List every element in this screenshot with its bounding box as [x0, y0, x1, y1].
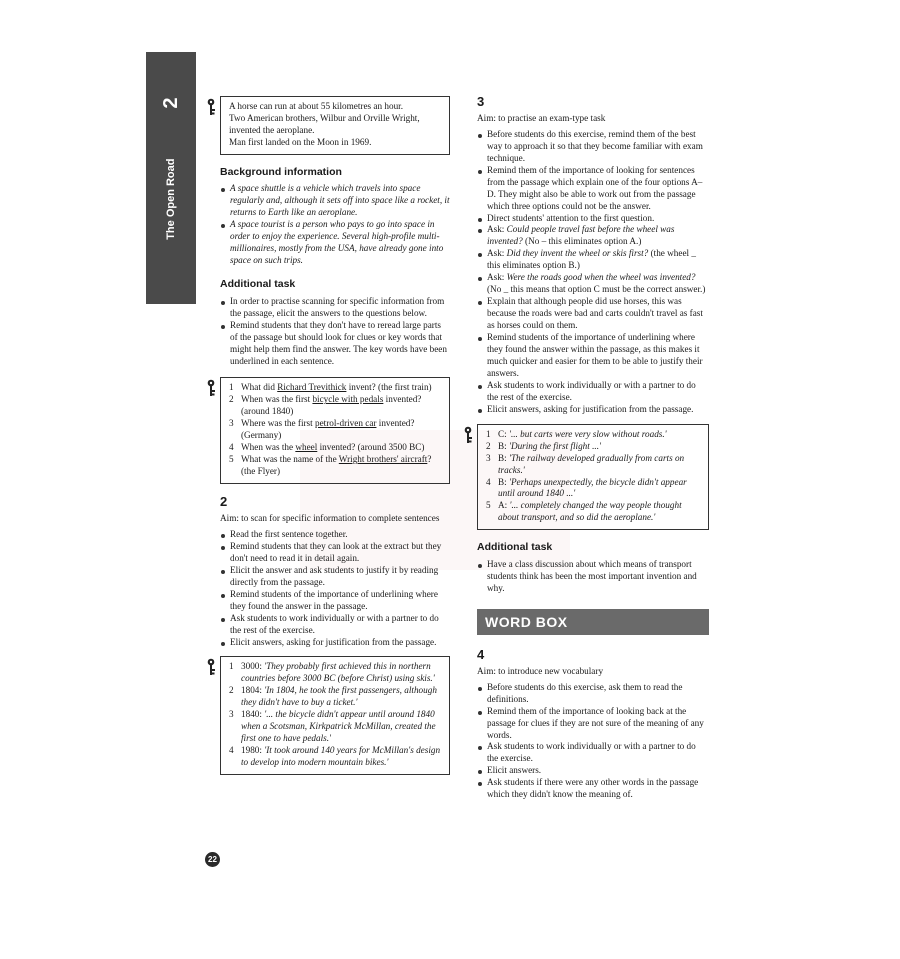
exercise-4-list	[477, 682, 709, 802]
item-number: 4	[229, 745, 234, 756]
unit-tab	[146, 52, 196, 304]
list-item: Ask students if there were any other words in the passage which they didn't know the meaning of.	[477, 777, 709, 801]
text-segment: Where was the first	[241, 418, 315, 429]
item-number: 2	[486, 440, 491, 451]
answer-item	[486, 477, 702, 501]
text-segment: Ask:	[487, 248, 507, 259]
list-item: Remind students of the importance of underlining where they found the answer within the passage, as this makes it much quicker and easier for them to be able to justify their answers.	[477, 332, 709, 380]
list-item: A space shuttle is a vehicle which travels into space regularly and, although it sets off into space like a rocket, it returns to Earth like an aeroplane.	[220, 183, 450, 219]
quote: '... but carts were very slow without roads.'	[508, 428, 667, 439]
unit-number: 2	[160, 97, 182, 109]
item-number: 5	[229, 454, 234, 465]
quote: 'During the first flight ...'	[508, 440, 601, 451]
exercise-3-list	[477, 129, 709, 416]
quote: 'In 1804, he took the first passengers, although they didn't have to buy a ticket.'	[241, 685, 437, 708]
quote: 'The railway developed gradually from carts on tracks.'	[498, 452, 685, 475]
key-icon	[463, 426, 473, 444]
list-item: Before students do this exercise, ask them to read the definitions.	[477, 682, 709, 706]
exercise-3-answer-box	[477, 424, 709, 531]
right-column	[477, 94, 709, 801]
exercise-4-aim: Aim: to introduce new vocabulary	[477, 665, 604, 676]
text-segment: (No – this eliminates option A.)	[522, 236, 642, 247]
fact-line: A horse can run at about 55 kilometres an hour.	[229, 101, 404, 111]
answer-item	[486, 429, 702, 441]
questions-answer-box	[220, 377, 450, 484]
list-item: Ask students to work individually or with a partner to do the rest of the exercise.	[477, 380, 709, 404]
question-item	[229, 382, 443, 394]
question-item	[229, 394, 443, 418]
text-segment: B:	[498, 440, 509, 451]
list-item: Elicit answers, asking for justification from the passage.	[477, 404, 709, 416]
exercise-3-number: 3	[477, 94, 485, 109]
question-text: Could people travel fast before the wheel was invented?	[487, 224, 675, 247]
exercise-3-aim: Aim: to practise an exam-type task	[477, 112, 606, 123]
list-item	[477, 272, 709, 296]
text-segment: (No _ this means that option C must be the correct answer.)	[487, 284, 706, 295]
list-item: Remind them of the importance of looking back at the passage for clues if they are not sure of the meaning of any words.	[477, 706, 709, 742]
item-number: 4	[229, 442, 234, 453]
key-icon	[206, 658, 216, 676]
item-number: 5	[486, 500, 491, 511]
text-segment: 1804:	[241, 685, 265, 696]
left-column	[220, 96, 450, 775]
text-segment: 1980:	[241, 745, 265, 756]
list-item: Before students do this exercise, remind them of the best way to approach it so that they become familiar with exam technique.	[477, 129, 709, 165]
text-segment: Ask:	[487, 224, 507, 235]
list-item: Remind students of the importance of underlining where they found the answer in the passage.	[220, 589, 450, 613]
key-word: Wright brothers' aircraft	[338, 454, 428, 465]
list-item: Ask students to work individually or with a partner to do the exercise.	[477, 741, 709, 765]
word-box-banner: WORD BOX	[477, 609, 709, 635]
list-item: A space tourist is a person who pays to go into space in order to enjoy the experience. Several high-profile multi-millionaires, mostly from the USA, have already gone into space on such trips.	[220, 219, 450, 267]
key-icon	[206, 379, 216, 397]
exercise-2-answer-box	[220, 656, 450, 775]
text-segment: 3000:	[241, 661, 265, 672]
additional-task-list	[220, 296, 450, 368]
text-segment: C:	[498, 428, 509, 439]
key-icon	[206, 98, 216, 116]
quote: '... completely changed the way people thought about transport, and so did the aeroplane.'	[498, 500, 682, 523]
question-text: Were the roads good when the wheel was invented?	[506, 272, 696, 283]
item-number: 1	[486, 428, 491, 439]
key-word: Richard Trevithick	[277, 382, 347, 393]
list-item: Have a class discussion about which means of transport students think has been the most important invention and why.	[477, 559, 709, 595]
list-item	[477, 224, 709, 248]
question-item	[229, 454, 443, 478]
text-segment: B:	[498, 476, 509, 487]
unit-title: The Open Road	[164, 158, 177, 240]
quote: '... the bicycle didn't appear until around 1840 when a Scotsman, Kirkpatrick McMillan, created the first one to have pedals.'	[241, 709, 436, 744]
text-segment: invented? (around 3500 BC)	[317, 442, 425, 453]
text-segment: Ask:	[487, 272, 507, 283]
answer-item	[229, 709, 443, 745]
background-heading: Background information	[220, 165, 342, 178]
answer-item	[229, 661, 443, 685]
exercise-2-number: 2	[220, 494, 228, 510]
item-number: 2	[229, 394, 234, 405]
text-segment: invent? (the first train)	[346, 382, 432, 393]
key-word: bicycle with pedals	[312, 394, 384, 405]
exercise-4-number: 4	[477, 646, 485, 662]
answer-item	[486, 500, 702, 524]
list-item: Elicit the answer and ask students to justify it by reading directly from the passage.	[220, 565, 450, 589]
list-item: Direct students' attention to the first question.	[477, 213, 709, 225]
item-number: 3	[229, 418, 234, 429]
text-segment: What did	[241, 382, 278, 393]
list-item: Elicit answers, asking for justification from the passage.	[220, 637, 450, 649]
background-list	[220, 183, 450, 267]
answer-item	[229, 745, 443, 769]
list-item: Remind students that they don't have to reread large parts of the passage but should look for clues or key words that might help them find the answer. The key words have been underlined in each sentence.	[220, 320, 450, 368]
answer-item	[486, 441, 702, 453]
list-item: In order to practise scanning for specific information from the passage, elicit the answers to the questions below.	[220, 296, 450, 320]
list-item	[477, 248, 709, 272]
item-number: 1	[229, 382, 234, 393]
fact-line: Two American brothers, Wilbur and Orville Wright, invented the aeroplane.	[229, 112, 420, 135]
item-number: 3	[229, 709, 234, 720]
item-number: 4	[486, 476, 491, 487]
exercise-2-list	[220, 529, 450, 649]
list-item: Ask students to work individually or with a partner to do the rest of the exercise.	[220, 613, 450, 637]
key-word: petrol-driven car	[314, 418, 377, 429]
list-item: Remind students that they can look at the extract but they don't need to read it in detail again.	[220, 541, 450, 565]
text-segment: (the wheel _ this eliminates option B.)	[487, 248, 696, 271]
text-segment: invented? (Germany)	[241, 418, 415, 441]
question-item	[229, 418, 443, 442]
text-segment: When was the first	[241, 394, 313, 405]
list-item: Remind them of the importance of looking for sentences from the passage which explain one of the four options A–D. They might also be able to work out from the passage which three options could not be the answer.	[477, 165, 709, 213]
list-item: Explain that although people did use horses, this was because the roads were bad and carts couldn't travel as fast as horses could on them.	[477, 296, 709, 332]
list-item: Read the first sentence together.	[220, 529, 450, 541]
quote: 'Perhaps unexpectedly, the bicycle didn't appear until around 1840 ...'	[498, 476, 687, 499]
text-segment: A:	[498, 500, 510, 511]
page-number: 22	[205, 852, 220, 867]
text-segment: When was the	[241, 442, 296, 453]
text-segment: invented? (around 1840)	[241, 394, 422, 417]
item-number: 3	[486, 452, 491, 463]
quote: 'They probably first achieved this in northern countries before 3000 BC (before Christ) using skis.'	[241, 661, 435, 684]
item-number: 2	[229, 685, 234, 696]
quote: 'It took around 140 years for McMillan's design to develop into modern mountain bikes.'	[241, 745, 441, 768]
question-item	[229, 442, 443, 454]
list-item: Elicit answers.	[477, 765, 709, 777]
additional-task-heading: Additional task	[477, 541, 553, 554]
text-segment: What was the name of the	[241, 454, 339, 465]
additional-task-list	[477, 559, 709, 595]
fact-line: Man first landed on the Moon in 1969.	[229, 136, 372, 147]
text-segment: B:	[498, 452, 509, 463]
text-segment: 1840:	[241, 709, 265, 720]
facts-answer-box	[220, 96, 450, 155]
key-word: wheel	[295, 442, 318, 453]
question-text: Did they invent the wheel or skis first?	[506, 248, 649, 259]
item-number: 1	[229, 661, 234, 672]
answer-item	[486, 453, 702, 477]
additional-task-heading: Additional task	[220, 278, 296, 291]
text-segment: ? (the Flyer)	[241, 454, 432, 477]
answer-item	[229, 685, 443, 709]
exercise-2-aim: Aim: to scan for specific information to complete sentences	[220, 513, 440, 523]
